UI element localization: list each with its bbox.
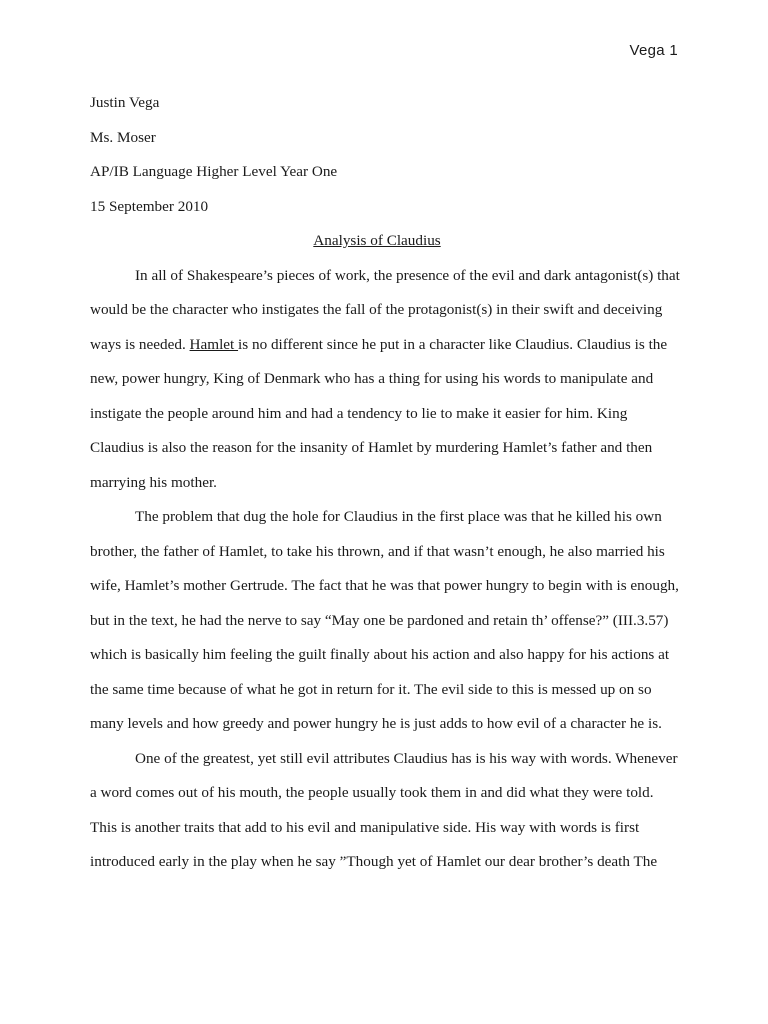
paragraph-line: In all of Shakespeare’s pieces of work, the presence of the evil and dark antagonist(s) that [135, 266, 680, 284]
paragraph-line: instigate the people around him and had a tendency to lie to make it easier for him. King [90, 404, 628, 422]
paragraph-line: a word comes out of his mouth, the people usually took them in and did what they were told. [90, 784, 654, 801]
paragraph-line: would be the character who instigates the fall of the protagonist(s) in their swift and deceiving [90, 301, 663, 318]
teacher-name: Ms. Moser [90, 128, 156, 146]
paragraph-line: One of the greatest, yet still evil attributes Claudius has is his way with words. Whenever [135, 749, 678, 767]
paragraph-line [90, 328, 668, 363]
essay-date: 15 September 2010 [90, 197, 209, 215]
line-text: ways is needed. [90, 335, 190, 353]
paragraph-line: Claudius is also the reason for the insanity of Hamlet by murdering Hamlet’s father and then [90, 439, 653, 456]
paragraph-1 [90, 259, 680, 501]
paragraph-line: introduced early in the play when he say ”Though yet of Hamlet our dear brother’s death The [90, 853, 658, 870]
line-text: is no different since he put in a character like Claudius. Claudius is the [238, 335, 668, 353]
paragraph-3 [90, 742, 678, 880]
paragraph-line: marrying his mother. [90, 473, 217, 491]
paragraph-line: many levels and how greedy and power hungry he is just adds to how evil of a character he is. [90, 715, 662, 732]
running-header: Vega 1 [629, 42, 678, 59]
paragraph-line: which is basically him feeling the guilt finally about his action and also happy for his actions at [90, 646, 670, 663]
essay-body [90, 86, 680, 880]
paragraph-line: the same time because of what he got in return for it. The evil side to this is messed up on so [90, 680, 652, 698]
paragraph-line: but in the text, he had the nerve to say “May one be pardoned and retain th’ offense?” (III.3.57) [90, 611, 669, 629]
author-name: Justin Vega [90, 94, 160, 111]
paragraph-line: wife, Hamlet’s mother Gertrude. The fact that he was that power hungry to begin with is enough, [90, 577, 679, 594]
underlined-play-title: Hamlet [189, 335, 239, 353]
paragraph-line: The problem that dug the hole for Claudius in the first place was that he killed his own [135, 508, 662, 525]
essay-title [90, 224, 664, 259]
paragraph-line: This is another traits that add to his evil and manipulative side. His way with words is first [90, 818, 640, 836]
course-name: AP/IB Language Higher Level Year One [90, 163, 338, 180]
paragraph-line: brother, the father of Hamlet, to take his thrown, and if that wasn’t enough, he also married his [90, 542, 665, 560]
paragraph-2 [90, 500, 679, 742]
essay-title-text: Analysis of Claudius [313, 232, 441, 249]
paragraph-line: new, power hungry, King of Denmark who has a thing for using his words to manipulate and [90, 370, 654, 387]
